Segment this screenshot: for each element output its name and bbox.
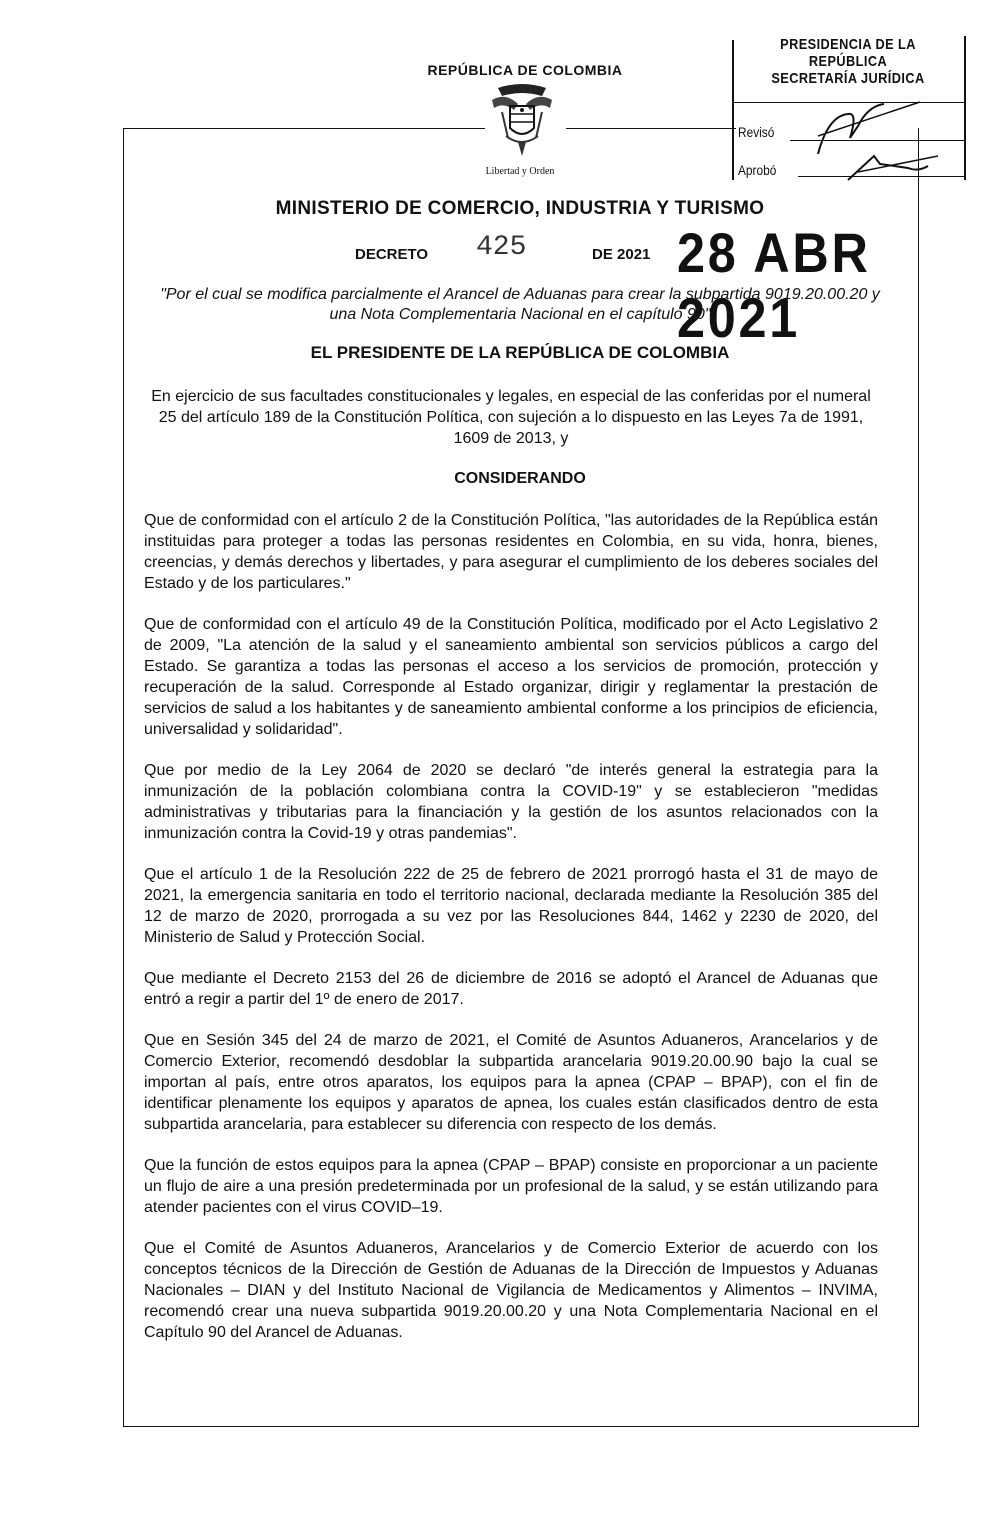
paragraph: Que la función de estos equipos para la apnea (CPAP – BPAP) consiste en proporcionar a un paciente un flujo de aire a una presión predeterminada por un profesional de la salud, y se están utilizando para atender pacientes con el virus COVID–19. [144,1157,878,1216]
stamp-line-1: PRESIDENCIA DE LA REPÚBLICA [780,36,916,70]
paragraph: Que el Comité de Asuntos Aduaneros, Arancelarios y de Comercio Exterior de acuerdo con los conceptos técnicos de la Dirección de Gestión de Aduanas de la Dirección de Impuestos y Aduanas Nacionales – DIAN y del Instituto Nacional de Vigilancia de Medicamentos y Alimentos – INVIMA, recomendó crear una nueva subpartida 9019.20.00.20 y una Nota Complementaria Nacional en el Capítulo 90 del Arancel de Aduanas. [144,1240,878,1341]
legal-review-stamp [728,36,968,182]
reviewed-label: Revisó [738,124,775,140]
stamp-line-2: SECRETARÍA JURÍDICA [771,70,925,87]
considering-heading: CONSIDERANDO [454,470,586,487]
decree-number: 425 [476,232,527,263]
paragraph: Que mediante el Decreto 2153 del 26 de diciembre de 2016 se adoptó el Arancel de Aduanas que entró a regir a partir del 1º de enero de 2017. [144,970,878,1008]
paragraph: Que el artículo 1 de la Resolución 222 de 25 de febrero de 2021 prorrogó hasta el 31 de mayo de 2021, la emergencia sanitaria en todo el territorio nacional, declarada mediante la Resolución 385 del 12 de marzo de 2020, prorrogada a su vez por las Resoluciones 844, 1462 y 2230 de 2020, del Ministerio de Salud y Protección Social. [144,866,878,946]
decree-label: DECRETO [355,246,429,263]
considerations-body [144,510,878,1363]
decree-year: DE 2021 [592,246,651,263]
paragraph: Que de conformidad con el artículo 2 de la Constitución Política, "las autoridades de la República están instituidas para proteger a todas las personas residentes en Colombia, en su vida, honra, bienes, creencias, y demás derechos y libertades, y para asegurar el cumplimiento de los deberes sociales del Estado y de los particulares." [144,512,878,592]
paragraph: Que en Sesión 345 del 24 de marzo de 2021, el Comité de Asuntos Aduaneros, Arancelarios y de Comercio Exterior, recomendó desdoblar la subpartida arancelaria 9019.20.00.90 bajo la cual se importan al país, entre otros aparatos, los equipos para la apnea (CPAP – BPAP), con el fin de identificar plenamente los equipos y aparatos de apnea, los cuales están clasificados dentro de esta subpartida arancelaria, para establecer su diferencia con respecto de los demás. [144,1032,878,1133]
paragraph: Que por medio de la Ley 2064 de 2020 se declaró "de interés general la estrategia para la inmunización de la población colombiana contra la COVID-19" y se establecieron "medidas administrativas y tributarias para la financiación y la gestión de los asuntos relacionados con la inmunización contra la Covid-19 y otras pandemias". [144,762,878,842]
intro-paragraph: En ejercicio de sus facultades constitucionales y legales, en especial de las conferidas por el numeral 25 del artículo 189 de la Constitución Política, con sujeción a lo dispuesto en las Leyes 7a de 1991, 1609 de 2013, y [151,388,871,447]
signature-icon [788,86,964,182]
paragraph: Que de conformidad con el artículo 49 de la Constitución Política, modificado por el Acto Legislativo 2 de 2009, "La atención de la salud y el saneamiento ambiental son servicios públicos a cargo del Estado. Se garantiza a todas las personas el acceso a los servicios de promoción, protección y recuperación de la salud. Corresponde al Estado organizar, dirigir y reglamentar la prestación de servicios de salud a los habitantes y de saneamiento ambiental conforme a los principios de eficiencia, universalidad y solidaridad". [144,616,878,738]
motto-text: Libertad y Orden [485,166,555,177]
country-heading: REPÚBLICA DE COLOMBIA [427,62,623,78]
ministry-title: MINISTERIO DE COMERCIO, INDUSTRIA Y TURISMO [275,198,765,219]
date-stamp: 28 ABR 2021 [677,221,871,349]
decree-subtitle: "Por el cual se modifica parcialmente el Arancel de Aduanas para crear la subpartida 9019.20.00.20 y una Nota Complementaria Nacional en el capítulo 90" [160,286,880,323]
approved-label: Aprobó [738,162,777,178]
president-title: EL PRESIDENTE DE LA REPÚBLICA DE COLOMBIA [310,343,730,362]
